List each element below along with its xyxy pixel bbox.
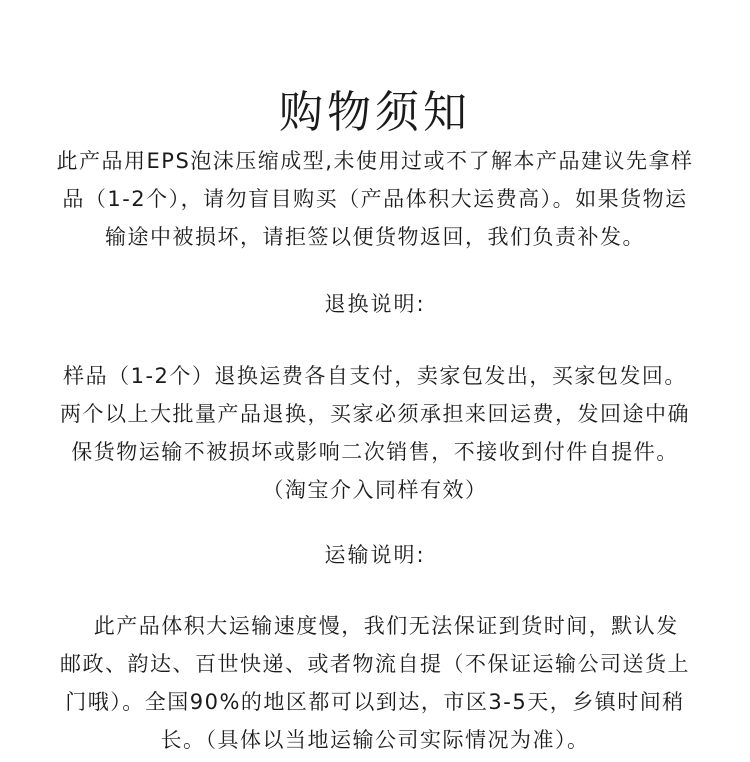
- shipping-line: 邮政、韵达、百世快递、或者物流自提（不保证运输公司送货上: [60, 652, 690, 676]
- shipping-paragraph: [40, 607, 710, 759]
- exchange-line: 样品（1-2个）退换运费各自支付，卖家包发出，买家包发回。: [63, 364, 687, 388]
- shipping-heading: 运输说明:: [324, 543, 426, 567]
- exchange-heading: 退换说明:: [324, 292, 426, 316]
- shipping-line: 此产品体积大运输速度慢，我们无法保证到货时间，默认发: [71, 614, 679, 638]
- intro-paragraph: [40, 142, 710, 256]
- shipping-line: 长。（具体以当地运输公司实际情况为准）。: [160, 728, 590, 752]
- intro-line: 品（1-2个），请勿盲目购买（产品体积大运费高）。如果货物运: [62, 187, 688, 211]
- intro-line: 此产品用EPS泡沫压缩成型,未使用过或不了解本产品建议先拿样: [56, 149, 694, 173]
- exchange-line: （淘宝介入同样有效）: [262, 478, 488, 502]
- exchange-line: 两个以上大批量产品退换，买家必须承担来回运费，发回途中确: [60, 402, 690, 426]
- page-title: 购物须知: [279, 87, 471, 139]
- exchange-line: 保货物运输不被损坏或影响二次销售，不接收到付件自提件。: [71, 440, 679, 464]
- exchange-paragraph: [40, 357, 710, 509]
- intro-line: 输途中被损坏，请拒签以便货物返回，我们负责补发。: [105, 225, 645, 249]
- shipping-line: 门哦）。全国90%的地区都可以到达，市区3-5天，乡镇时间稍: [65, 690, 685, 714]
